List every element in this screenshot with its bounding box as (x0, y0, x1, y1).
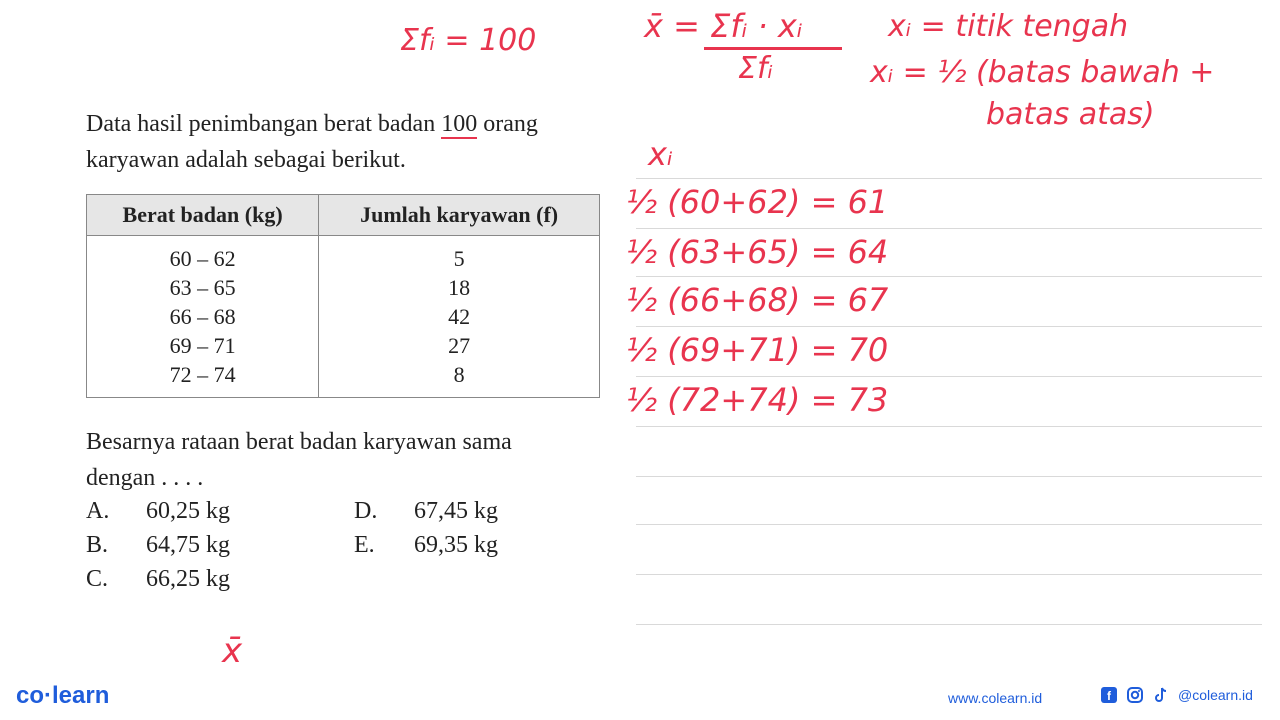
option-b[interactable] (86, 532, 230, 559)
ruled-line (636, 524, 1262, 525)
header-weight: Berat badan (kg) (87, 195, 319, 236)
range-cell: 66 – 68 (87, 302, 319, 331)
freq-cell: 5 (319, 236, 600, 274)
table-row (87, 273, 600, 302)
handwritten-xbar: x̄ (222, 631, 243, 671)
svg-text:f: f (1107, 689, 1111, 703)
range-cell: 63 – 65 (87, 273, 319, 302)
freq-cell: 27 (319, 331, 600, 360)
frequency-table (86, 194, 600, 398)
prompt-line1: Besarnya rataan berat badan karyawan sama (86, 429, 512, 455)
option-a[interactable] (86, 498, 230, 525)
handwritten-mean-bottom: Σfᵢ (738, 51, 773, 86)
header-count: Jumlah karyawan (f) (319, 195, 600, 236)
social-handle[interactable]: @colearn.id (1178, 687, 1253, 703)
instagram-icon[interactable] (1126, 686, 1144, 704)
ruled-line (636, 228, 1262, 229)
ruled-line (636, 276, 1262, 277)
social-links (1100, 686, 1253, 704)
intro-highlight: 100 (441, 111, 478, 137)
option-d[interactable] (354, 498, 498, 525)
handwritten-xi-def3: batas atas) (986, 97, 1155, 132)
tiktok-icon[interactable] (1152, 686, 1170, 704)
option-value: 67,45 kg (414, 498, 498, 524)
ruled-line (636, 426, 1262, 427)
handwritten-calc: ½ (63+65) = 64 (626, 233, 889, 271)
ruled-line (636, 326, 1262, 327)
table-row (87, 302, 600, 331)
ruled-line (636, 376, 1262, 377)
handwritten-calc: ½ (72+74) = 73 (626, 381, 889, 419)
handwritten-calc: ½ (66+68) = 67 (626, 281, 889, 319)
option-value: 69,35 kg (414, 532, 498, 558)
range-cell: 72 – 74 (87, 360, 319, 398)
option-letter: D. (354, 498, 378, 524)
option-value: 64,75 kg (146, 532, 230, 558)
freq-cell: 8 (319, 360, 600, 398)
table-row (87, 236, 600, 274)
handwritten-sum-f: Σfᵢ = 100 (400, 23, 537, 58)
option-letter: A. (86, 498, 110, 524)
question-intro (86, 106, 600, 178)
handwritten-xi-label: xᵢ (648, 135, 673, 173)
option-value: 60,25 kg (146, 498, 230, 524)
website-link[interactable]: www.colearn.id (948, 690, 1043, 706)
option-letter: B. (86, 532, 109, 558)
option-c[interactable] (86, 566, 230, 593)
intro-line2: karyawan adalah sebagai berikut. (86, 147, 406, 173)
table-row (87, 331, 600, 360)
handwritten-mean-top: x̄ = Σfᵢ · xᵢ (644, 7, 803, 45)
footer (0, 676, 1280, 720)
ruled-line (636, 178, 1262, 179)
colearn-logo[interactable]: co·learn (16, 682, 110, 709)
intro-text: Data hasil penimbangan berat badan (86, 111, 442, 137)
intro-text-end: orang (477, 111, 538, 137)
table-row (87, 360, 600, 398)
question-prompt (86, 424, 600, 496)
ruled-line (636, 476, 1262, 477)
handwritten-fraction-bar (704, 47, 842, 50)
option-e[interactable] (354, 532, 498, 559)
handwritten-calc: ½ (60+62) = 61 (626, 183, 889, 221)
range-cell: 60 – 62 (87, 236, 319, 274)
prompt-line2: dengan . . . . (86, 465, 204, 491)
ruled-line (636, 574, 1262, 575)
handwritten-xi-def1: xᵢ = titik tengah (888, 9, 1129, 44)
range-cell: 69 – 71 (87, 331, 319, 360)
freq-cell: 42 (319, 302, 600, 331)
ruled-line (636, 624, 1262, 625)
facebook-icon[interactable] (1100, 686, 1118, 704)
handwritten-xi-def2: xᵢ = ½ (batas bawah + (870, 55, 1215, 90)
freq-cell: 18 (319, 273, 600, 302)
option-value: 66,25 kg (146, 566, 230, 592)
option-letter: C. (86, 566, 109, 592)
handwritten-calc: ½ (69+71) = 70 (626, 331, 889, 369)
option-letter: E. (354, 532, 375, 558)
